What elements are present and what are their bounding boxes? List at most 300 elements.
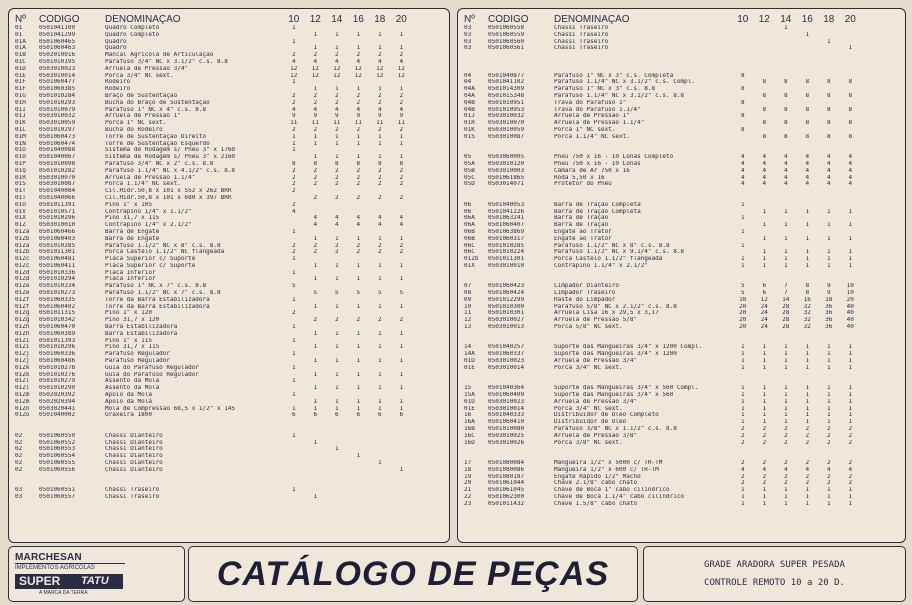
part-quantity bbox=[818, 243, 840, 250]
part-code: 0501080187 bbox=[488, 473, 525, 480]
part-description: Porca 3/4" NC sext. bbox=[554, 364, 623, 371]
part-quantity: 2 bbox=[826, 432, 831, 439]
table-row bbox=[458, 487, 905, 494]
part-quantity: 1 bbox=[399, 154, 404, 161]
part-quantity: 1 bbox=[783, 493, 788, 500]
part-quantity: 2 bbox=[848, 439, 853, 446]
part-quantity: 1 bbox=[291, 133, 296, 140]
part-quantity: 1 bbox=[377, 398, 382, 405]
part-code: 0501060486 bbox=[39, 358, 76, 365]
part-quantity: 1 bbox=[848, 412, 853, 419]
part-code: 0501010290 bbox=[39, 385, 76, 392]
part-quantity: 12 bbox=[333, 72, 341, 79]
part-quantity: 8 bbox=[740, 86, 745, 93]
part-quantity bbox=[305, 433, 327, 440]
part-quantity bbox=[732, 134, 754, 141]
part-quantity bbox=[326, 39, 348, 46]
part-quantity: 4 bbox=[826, 466, 831, 473]
part-quantity bbox=[326, 460, 348, 467]
part-description: Engate ao Trator bbox=[554, 235, 612, 242]
part-quantity: 1 bbox=[826, 358, 831, 365]
part-code: 0501010080 bbox=[488, 426, 525, 433]
part-quantity: 1 bbox=[740, 256, 745, 263]
part-number: 01J bbox=[15, 113, 26, 120]
part-quantity: 1 bbox=[740, 215, 745, 222]
part-code: 0503010120 bbox=[488, 160, 525, 167]
part-quantity: 1 bbox=[291, 364, 296, 371]
table-row bbox=[9, 134, 449, 141]
part-quantity: 1 bbox=[762, 235, 767, 242]
part-code: 0501041299 bbox=[39, 31, 76, 38]
part-quantity: 6 bbox=[291, 412, 296, 419]
table-row bbox=[458, 412, 905, 419]
part-quantity bbox=[348, 39, 370, 46]
part-code: 0501060317 bbox=[488, 235, 525, 242]
part-quantity: 1 bbox=[399, 235, 404, 242]
part-quantity: 1 bbox=[740, 242, 745, 249]
part-quantity bbox=[283, 86, 305, 93]
part-quantity bbox=[391, 25, 413, 32]
part-quantity: 2 bbox=[399, 92, 404, 99]
part-code: 0501040084 bbox=[39, 188, 76, 195]
part-quantity: 4 bbox=[334, 106, 339, 113]
part-quantity: 1 bbox=[334, 45, 339, 52]
part-code: 0501080084 bbox=[488, 460, 525, 466]
part-number: 14A bbox=[464, 351, 475, 358]
part-quantity: 1 bbox=[826, 222, 831, 229]
part-description: Porca 3/4" NC sext. bbox=[105, 72, 174, 79]
table-row bbox=[458, 209, 905, 216]
table-row bbox=[9, 331, 449, 338]
part-quantity bbox=[305, 209, 327, 216]
part-quantity bbox=[391, 297, 413, 304]
part-quantity: 1 bbox=[377, 405, 382, 412]
part-quantity: 5 bbox=[334, 290, 339, 297]
part-quantity: 1 bbox=[291, 79, 296, 86]
part-quantity: 8 bbox=[740, 113, 745, 120]
part-description: Barra Estabilizadora bbox=[105, 324, 178, 331]
part-quantity: 2 bbox=[291, 167, 296, 174]
part-quantity bbox=[326, 453, 348, 460]
table-row bbox=[458, 344, 905, 351]
part-quantity: 4 bbox=[848, 181, 853, 188]
part-quantity bbox=[818, 127, 840, 134]
part-quantity bbox=[305, 283, 327, 290]
table-row bbox=[9, 263, 449, 270]
part-quantity: 4 bbox=[291, 106, 296, 113]
part-number: 06A bbox=[464, 222, 475, 229]
part-quantity: 1 bbox=[805, 222, 810, 229]
table-row bbox=[9, 344, 449, 351]
part-quantity bbox=[305, 324, 327, 331]
part-number: 01 bbox=[15, 25, 23, 31]
part-number: 01Zo bbox=[15, 412, 30, 419]
part-quantity: 1 bbox=[399, 133, 404, 140]
table-row bbox=[9, 79, 449, 86]
part-code: 0503010059 bbox=[39, 120, 76, 127]
part-description: Chassi Dianteiro bbox=[105, 432, 163, 439]
part-quantity: 4 bbox=[783, 174, 788, 181]
part-number: 01Zf bbox=[15, 303, 30, 310]
part-quantity: 1 bbox=[377, 133, 382, 140]
part-description: Limpador Traseiro bbox=[554, 290, 616, 297]
part-number: 04A bbox=[464, 86, 475, 93]
part-quantity: 5 bbox=[291, 283, 296, 290]
part-quantity: 1 bbox=[377, 31, 382, 38]
part-quantity: 1 bbox=[399, 405, 404, 412]
part-description: Arruela de Pressão 1" bbox=[554, 113, 630, 120]
table-row bbox=[458, 392, 905, 399]
part-quantity: 1 bbox=[356, 154, 361, 161]
part-description: Torre da Barra Estabilizadora bbox=[105, 303, 210, 310]
part-quantity bbox=[305, 188, 327, 195]
part-quantity: 1 bbox=[356, 344, 361, 351]
part-number: 01Za bbox=[15, 242, 30, 249]
part-quantity: 1 bbox=[762, 500, 767, 507]
table-row bbox=[458, 168, 905, 175]
part-number: 05C bbox=[464, 174, 475, 181]
part-quantity bbox=[326, 79, 348, 86]
part-code: 0503010023 bbox=[39, 65, 76, 72]
part-quantity: 1 bbox=[762, 385, 767, 392]
part-code: 0501041102 bbox=[488, 79, 525, 86]
part-quantity bbox=[283, 263, 305, 270]
table-row bbox=[458, 229, 905, 236]
part-quantity: 12 bbox=[376, 72, 384, 79]
part-description: Parafuso 1.1/2" NC x 8" c.s. 8.8 bbox=[554, 242, 670, 249]
part-number: 17 bbox=[464, 460, 472, 466]
part-code: 0501010953 bbox=[488, 106, 525, 113]
part-description: Chassi Traseiro bbox=[554, 31, 609, 38]
catalog-title: CATÁLOGO DE PEÇAS bbox=[188, 546, 638, 602]
part-number: 01Zg bbox=[15, 310, 30, 317]
part-quantity: 2 bbox=[291, 174, 296, 181]
part-quantity: 1 bbox=[313, 385, 318, 392]
part-description: Parafuso 1" NC x 7" c.s. 8.8 bbox=[105, 283, 207, 290]
part-number: 01M bbox=[15, 133, 26, 140]
part-quantity: 1 bbox=[805, 208, 810, 215]
part-description: Mola de Compressão 68,5 x 1/2" x 145 bbox=[105, 405, 236, 412]
part-quantity bbox=[840, 202, 862, 209]
part-quantity bbox=[348, 79, 370, 86]
part-description: Limpador Dianteiro bbox=[554, 283, 620, 290]
part-quantity: 1 bbox=[356, 358, 361, 365]
part-number: 03 bbox=[15, 487, 23, 494]
part-description: Assento da Mola bbox=[105, 378, 160, 385]
part-description: Arruela Lisa 16 x 29,5 x 3,17 bbox=[554, 310, 659, 317]
part-quantity: 4 bbox=[848, 174, 853, 181]
row-spacer bbox=[458, 453, 905, 460]
part-quantity: 1 bbox=[762, 262, 767, 269]
part-quantity bbox=[348, 467, 370, 474]
table-row bbox=[9, 446, 449, 453]
part-quantity bbox=[775, 113, 797, 120]
part-description: Parafuso 3/4" NC x 2" c.s. 8.8 bbox=[105, 160, 214, 167]
part-quantity: 1 bbox=[291, 432, 296, 439]
header-size: 18 bbox=[823, 14, 835, 25]
part-quantity: 1 bbox=[740, 201, 745, 208]
part-quantity: 1 bbox=[291, 147, 296, 154]
part-description: Pino 31,7 x 115 bbox=[105, 344, 160, 351]
part-quantity: 8 bbox=[805, 79, 810, 86]
part-quantity: 1 bbox=[356, 86, 361, 93]
part-description: Pneu 750 x 16 - 10 Lonas bbox=[554, 160, 641, 167]
part-quantity bbox=[754, 215, 776, 222]
table-row bbox=[458, 419, 905, 426]
part-quantity bbox=[326, 283, 348, 290]
part-quantity bbox=[732, 79, 754, 86]
part-number: 01S bbox=[15, 181, 26, 188]
part-quantity: 2 bbox=[377, 174, 382, 181]
part-code: 0501060481 bbox=[39, 256, 76, 263]
part-quantity: 4 bbox=[762, 466, 767, 473]
part-quantity: 8 bbox=[313, 160, 318, 167]
part-code: 0501040002 bbox=[39, 412, 76, 419]
part-quantity bbox=[818, 229, 840, 236]
part-quantity bbox=[754, 229, 776, 236]
part-quantity bbox=[305, 79, 327, 86]
part-quantity: 4 bbox=[848, 160, 853, 167]
part-quantity: 1 bbox=[356, 330, 361, 337]
part-quantity: 1 bbox=[313, 45, 318, 52]
part-quantity bbox=[283, 290, 305, 297]
part-quantity: 1 bbox=[399, 466, 404, 473]
part-quantity bbox=[305, 467, 327, 474]
part-quantity: 2 bbox=[783, 426, 788, 433]
part-quantity: 4 bbox=[377, 215, 382, 222]
part-number: 01C bbox=[15, 58, 26, 65]
part-quantity: 9 bbox=[313, 113, 318, 120]
part-description: Chassi Dianteiro bbox=[105, 439, 163, 446]
part-code: 0501060466 bbox=[39, 228, 76, 235]
part-quantity: 1 bbox=[826, 500, 831, 507]
table-row bbox=[458, 460, 905, 467]
part-code: 0501011301 bbox=[39, 249, 76, 256]
part-quantity bbox=[391, 338, 413, 345]
part-quantity: 8 bbox=[762, 106, 767, 113]
part-description: Porca 1" NC sext. bbox=[554, 126, 616, 133]
part-quantity: 1 bbox=[848, 256, 853, 263]
part-quantity: 4 bbox=[377, 222, 382, 229]
part-quantity: 1 bbox=[334, 86, 339, 93]
part-code: 0501041226 bbox=[488, 208, 525, 215]
part-quantity bbox=[283, 399, 305, 406]
part-quantity: 1 bbox=[762, 412, 767, 419]
part-quantity: 4 bbox=[313, 215, 318, 222]
part-description: Porca Castelo 1.1/2" flangeada bbox=[554, 256, 663, 263]
table-row bbox=[458, 73, 905, 80]
part-quantity: 12 bbox=[290, 72, 298, 79]
part-code: 0501060385 bbox=[39, 86, 76, 93]
part-number: 01V bbox=[15, 208, 26, 215]
part-number: 04 bbox=[464, 72, 472, 79]
part-quantity bbox=[391, 39, 413, 46]
part-quantity bbox=[818, 202, 840, 209]
part-quantity: 2 bbox=[377, 317, 382, 324]
part-number: 06B bbox=[464, 235, 475, 242]
part-quantity bbox=[369, 297, 391, 304]
part-quantity bbox=[326, 487, 348, 494]
part-quantity: 2 bbox=[805, 426, 810, 433]
table-row bbox=[9, 141, 449, 148]
part-quantity: 40 bbox=[846, 310, 854, 317]
table-row bbox=[458, 385, 905, 392]
part-quantity bbox=[797, 100, 819, 107]
part-quantity bbox=[369, 188, 391, 195]
part-quantity: 16 bbox=[803, 296, 811, 303]
part-quantity: 4 bbox=[783, 160, 788, 167]
part-description: Parafuso 5/8" NC x 2.1/2" c.s. 8.8 bbox=[554, 303, 677, 310]
table-row bbox=[458, 181, 905, 188]
part-quantity: 1 bbox=[377, 154, 382, 161]
part-code: 0501062300 bbox=[488, 493, 525, 500]
part-quantity: 28 bbox=[782, 317, 790, 324]
part-quantity: 1 bbox=[313, 398, 318, 405]
table-row bbox=[458, 113, 905, 120]
part-quantity bbox=[840, 100, 862, 107]
part-quantity bbox=[305, 256, 327, 263]
part-code: 0501010224 bbox=[488, 249, 525, 256]
part-quantity: 2 bbox=[762, 473, 767, 480]
table-row bbox=[9, 317, 449, 324]
part-number: 01Zc bbox=[15, 256, 30, 263]
table-row bbox=[9, 276, 449, 283]
part-quantity: 1 bbox=[740, 385, 745, 392]
part-description: Parafuso Regulador bbox=[105, 351, 171, 358]
part-quantity: 2 bbox=[313, 194, 318, 201]
part-number: 01E bbox=[464, 364, 475, 371]
part-quantity: 1 bbox=[826, 208, 831, 215]
part-quantity bbox=[283, 467, 305, 474]
part-description: Chassi Dianteiro bbox=[105, 446, 163, 453]
part-quantity: 2 bbox=[377, 52, 382, 59]
part-code: 0501010951 bbox=[488, 99, 525, 106]
part-description: Torre da Barra Estabilizadora bbox=[105, 296, 210, 303]
part-quantity: 1 bbox=[291, 269, 296, 276]
part-quantity: 1 bbox=[334, 358, 339, 365]
part-quantity: 1 bbox=[848, 487, 853, 494]
part-quantity: 2 bbox=[762, 439, 767, 446]
parts-table-left bbox=[8, 8, 450, 543]
part-code: 0503010070 bbox=[39, 174, 76, 181]
part-quantity: 8 bbox=[848, 79, 853, 86]
part-number: 18 bbox=[464, 466, 472, 473]
part-quantity: 1 bbox=[762, 222, 767, 229]
part-quantity: 1 bbox=[805, 249, 810, 256]
row-spacer bbox=[9, 474, 449, 481]
part-quantity: 1 bbox=[826, 249, 831, 256]
part-quantity bbox=[391, 270, 413, 277]
part-code: 0501060409 bbox=[488, 392, 525, 399]
part-description: Arruela de Pressão 3/4" bbox=[105, 65, 189, 72]
part-quantity: 8 bbox=[848, 120, 853, 127]
part-number: 01Ze bbox=[15, 290, 30, 297]
part-quantity bbox=[348, 440, 370, 447]
table-row bbox=[458, 290, 905, 297]
part-quantity: 2 bbox=[805, 439, 810, 446]
part-quantity: 7 bbox=[783, 290, 788, 297]
part-quantity: 1 bbox=[826, 419, 831, 426]
part-quantity bbox=[305, 351, 327, 358]
part-description: Cil.Hidr.50,8 x 101 x 680 x 397 BRR bbox=[105, 194, 232, 201]
part-quantity: 1 bbox=[805, 392, 810, 399]
part-quantity bbox=[797, 215, 819, 222]
part-quantity bbox=[818, 32, 840, 39]
part-quantity: 1 bbox=[826, 412, 831, 419]
part-quantity: 1 bbox=[291, 405, 296, 412]
part-quantity bbox=[305, 25, 327, 32]
part-quantity: 2 bbox=[826, 426, 831, 433]
part-quantity bbox=[326, 324, 348, 331]
part-quantity: 1 bbox=[377, 358, 382, 365]
part-quantity: 4 bbox=[762, 181, 767, 188]
part-quantity: 1 bbox=[291, 25, 296, 31]
row-spacer bbox=[458, 276, 905, 283]
part-quantity: 1 bbox=[783, 487, 788, 494]
part-description: Porca 1" NC sext. bbox=[105, 120, 167, 127]
part-quantity: 1 bbox=[334, 262, 339, 269]
table-row bbox=[458, 93, 905, 100]
part-quantity bbox=[754, 100, 776, 107]
part-number: 01R bbox=[15, 174, 26, 181]
part-description: Sistema de Rodagem s/ Pneu 3" x 1760 bbox=[105, 147, 236, 154]
part-quantity: 1 bbox=[291, 256, 296, 263]
table-row bbox=[458, 310, 905, 317]
part-quantity bbox=[732, 120, 754, 127]
part-number: 16C bbox=[464, 432, 475, 439]
part-code: 0501060558 bbox=[488, 25, 525, 31]
part-number: 15 bbox=[464, 385, 472, 392]
part-description: Apoio da Mola bbox=[105, 392, 152, 399]
part-quantity: 1 bbox=[805, 487, 810, 494]
part-quantity: 18 bbox=[825, 296, 833, 303]
part-quantity: 32 bbox=[803, 317, 811, 324]
part-quantity: 8 bbox=[783, 79, 788, 86]
part-description: Chassi Traseiro bbox=[554, 38, 609, 45]
part-quantity: 1 bbox=[740, 493, 745, 500]
part-quantity: 4 bbox=[848, 466, 853, 473]
part-quantity: 7 bbox=[783, 283, 788, 290]
part-description: Chassi Traseiro bbox=[554, 45, 609, 52]
part-quantity: 2 bbox=[356, 92, 361, 99]
part-description: Contrapino 1/4" x 2.1/2" bbox=[105, 222, 192, 229]
part-quantity: 32 bbox=[803, 303, 811, 310]
part-description: Haste do Limpador bbox=[554, 296, 616, 303]
part-number: 01H bbox=[15, 99, 26, 106]
part-number: 01T bbox=[15, 194, 26, 201]
part-quantity: 14 bbox=[782, 296, 790, 303]
part-quantity: 1 bbox=[848, 419, 853, 426]
part-quantity bbox=[326, 256, 348, 263]
part-quantity: 2 bbox=[356, 99, 361, 106]
part-quantity: 1 bbox=[399, 385, 404, 392]
part-quantity: 2 bbox=[356, 167, 361, 174]
part-description: Torre de Sustentação Esquerdo bbox=[105, 140, 210, 147]
table-row bbox=[458, 134, 905, 141]
part-quantity: 4 bbox=[399, 58, 404, 65]
row-spacer bbox=[458, 446, 905, 453]
part-code: 0503020441 bbox=[39, 405, 76, 412]
part-number: 16B bbox=[464, 426, 475, 433]
table-row bbox=[9, 222, 449, 229]
header-size: 12 bbox=[758, 14, 770, 25]
part-quantity: 1 bbox=[762, 405, 767, 412]
part-description: Quadro Completo bbox=[105, 31, 160, 38]
product-info bbox=[643, 546, 906, 602]
part-quantity bbox=[326, 494, 348, 501]
part-quantity bbox=[283, 440, 305, 447]
part-quantity: 24 bbox=[760, 310, 768, 317]
